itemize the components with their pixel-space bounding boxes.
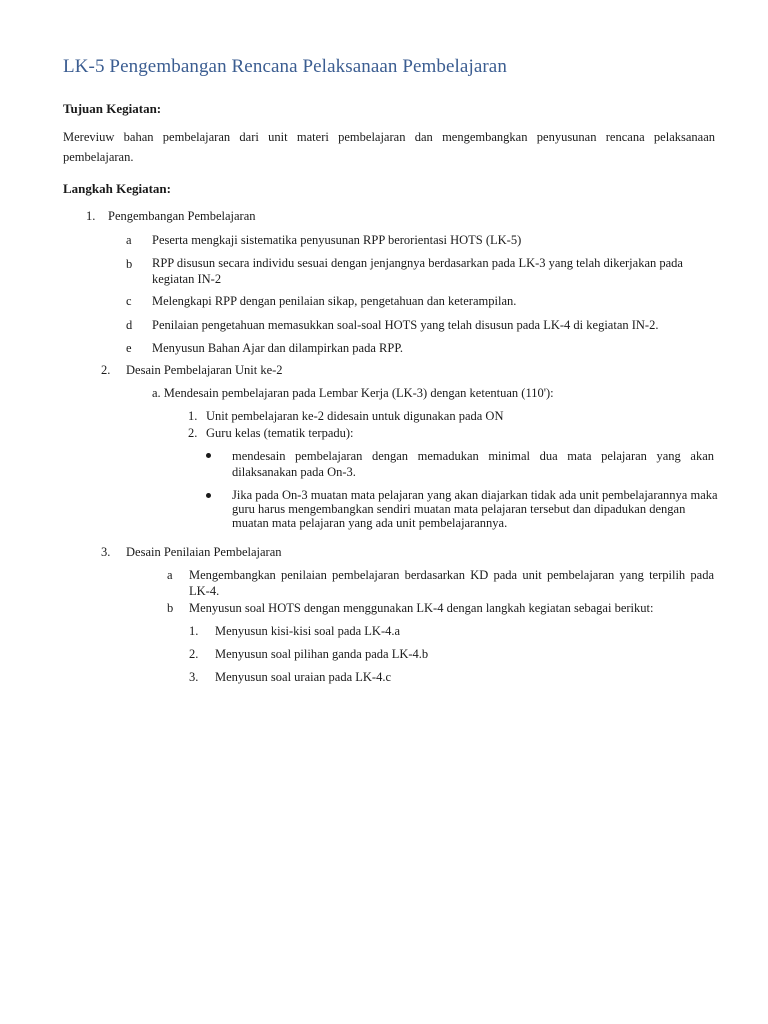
s3-num-3-text: Menyusun soal uraian pada LK-4.c [215, 670, 391, 684]
section-2-label: Desain Pembelajaran Unit ke-2 [126, 363, 283, 377]
s3-item-a-text: Mengembangkan penilaian pembelajaran berdasarkan KD pada unit pembelajaran yang terpilih pada LK-4. [189, 568, 714, 598]
s3-num-2-text: Menyusun soal pilihan ganda pada LK-4.b [215, 647, 429, 661]
s2-num-2: 2. [188, 426, 198, 440]
s3-num-1-text: Menyusun kisi-kisi soal pada LK-4.a [215, 624, 401, 638]
s1-item-a-mark: a [126, 233, 132, 247]
s1-item-b-mark: b [126, 257, 133, 271]
s3-num-3: 3. [189, 670, 199, 684]
bullet-icon [206, 453, 211, 458]
s2-num-2-text: Guru kelas (tematik terpadu): [206, 426, 354, 440]
s1-item-d-text: Penilaian pengetahuan memasukkan soal-soal HOTS yang telah disusun pada LK-4 di kegiatan IN-2. [152, 318, 659, 332]
tujuan-text: Mereviuw bahan pembelajaran dari unit materi pembelajaran dan mengembangkan penyusunan rencana pelaksanaan pembelajaran. [63, 130, 715, 164]
tujuan-heading: Tujuan Kegiatan: [63, 101, 162, 116]
s1-item-b-text: RPP disusun secara individu sesuai dengan jenjangnya berdasarkan pada LK-3 yang telah dikerjakan pada kegiatan IN-2 [152, 256, 683, 286]
section-3-label: Desain Penilaian Pembelajaran [126, 545, 282, 559]
s3-item-b-text: Menyusun soal HOTS dengan menggunakan LK-4 dengan langkah kegiatan sebagai berikut: [189, 601, 654, 615]
section-1-number: 1. [86, 209, 96, 223]
section-3-number: 3. [101, 545, 111, 559]
langkah-heading: Langkah Kegiatan: [63, 181, 171, 196]
s3-num-1: 1. [189, 624, 199, 638]
s2-sub-a: a. Mendesain pembelajaran pada Lembar Kerja (LK-3) dengan ketentuan (110'): [152, 386, 554, 400]
bullet-icon [206, 493, 211, 498]
s2-num-1-text: Unit pembelajaran ke-2 didesain untuk digunakan pada ON [206, 409, 504, 423]
s2-bullet-2-text: Jika pada On-3 muatan mata pelajaran yang akan diajarkan tidak ada unit pembelajarannya maka guru harus mengembangkan sendiri muatan mata pelajaran tersebut dan dipadukan dengan muatan mata pelajaran yang ada unit pembelajarannya. [232, 488, 718, 530]
s1-item-c-mark: c [126, 294, 132, 308]
s3-item-b-mark: b [167, 601, 174, 615]
s1-item-e-text: Menyusun Bahan Ajar dan dilampirkan pada RPP. [152, 341, 404, 355]
s2-num-1: 1. [188, 409, 198, 423]
page-title: LK-5 Pengembangan Rencana Pelaksanaan Pembelajaran [63, 56, 507, 77]
s3-num-2: 2. [189, 647, 199, 661]
section-2-number: 2. [101, 363, 111, 377]
s1-item-c-text: Melengkapi RPP dengan penilaian sikap, pengetahuan dan keterampilan. [152, 294, 517, 308]
s3-item-a-mark: a [167, 568, 173, 582]
s1-item-d-mark: d [126, 318, 133, 332]
s2-bullet-1-text: mendesain pembelajaran dengan memadukan minimal dua mata pelajaran yang akan dilaksanakan pada On-3. [232, 449, 714, 479]
section-1-label: Pengembangan Pembelajaran [108, 209, 256, 223]
s1-item-a-text: Peserta mengkaji sistematika penyusunan RPP berorientasi HOTS (LK-5) [152, 233, 522, 247]
s1-item-e-mark: e [126, 341, 132, 355]
